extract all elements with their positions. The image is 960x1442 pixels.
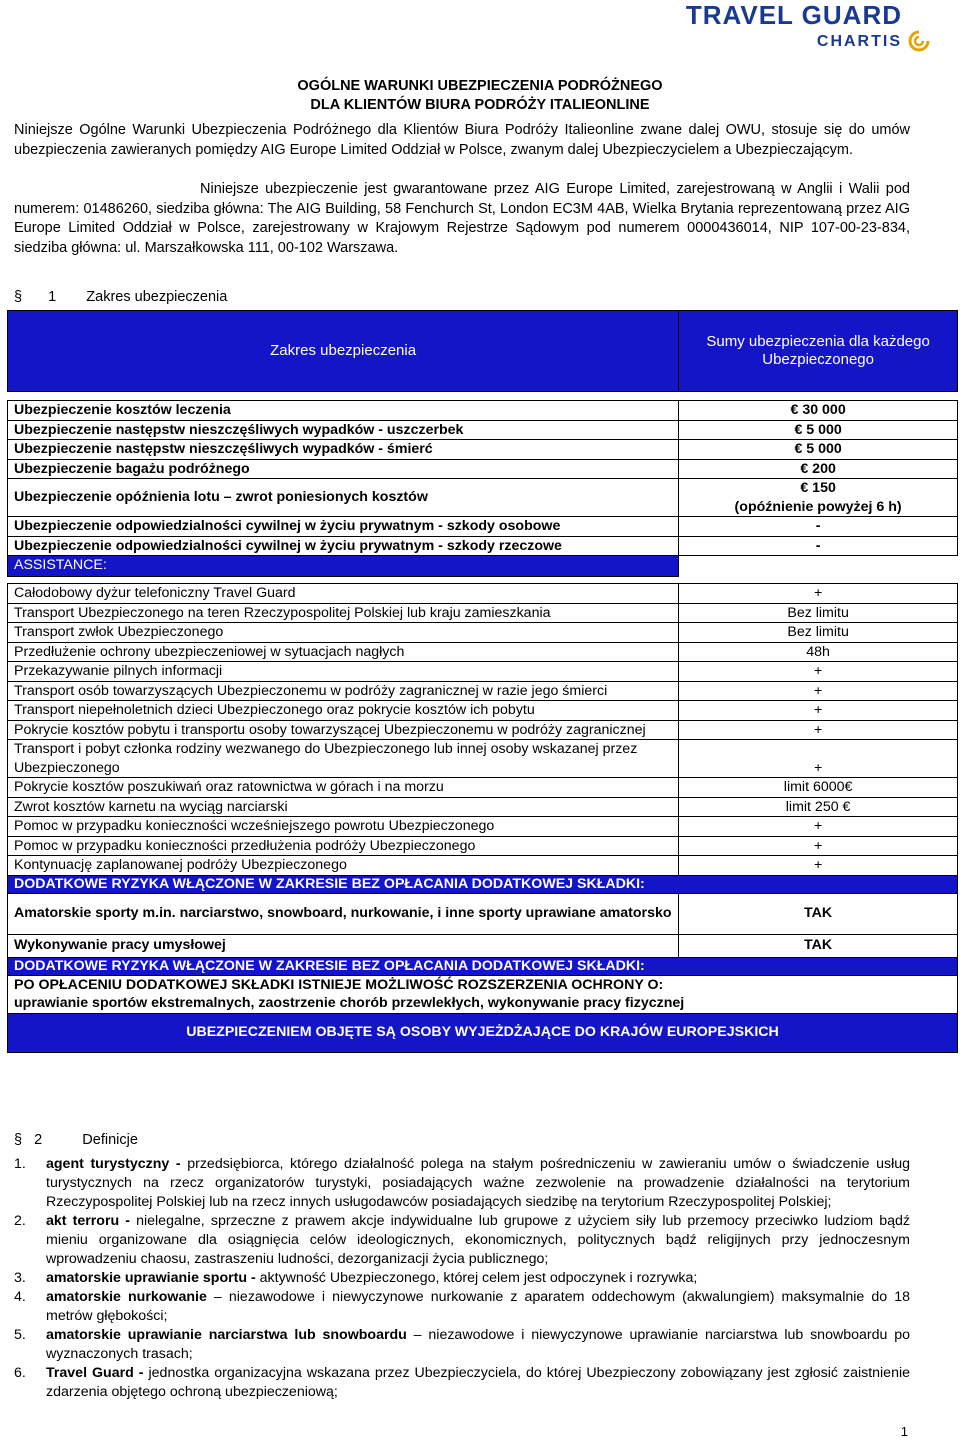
row-label: Ubezpieczenie kosztów leczenia	[8, 401, 679, 421]
section-title: Zakres ubezpieczenia	[86, 289, 228, 305]
row-value	[679, 893, 958, 934]
section-title: Definicje	[82, 1132, 138, 1148]
col-header-scope: Zakres ubezpieczenia	[8, 311, 679, 392]
table-row	[8, 603, 958, 623]
row-label: Pomoc w przypadku konieczności przedłużenia podróży Ubezpieczonego	[8, 836, 679, 856]
table-row	[8, 662, 958, 682]
row-value	[679, 740, 958, 778]
section-2-heading	[14, 1132, 138, 1148]
table-row	[8, 701, 958, 721]
row-label: Wykonywanie pracy umysłowej	[8, 934, 679, 957]
table-row	[8, 440, 958, 460]
section-1-heading	[14, 289, 227, 305]
table-row	[8, 720, 958, 740]
page-number: 1	[900, 1424, 908, 1439]
row-value-text: +	[813, 663, 823, 679]
row-value	[679, 603, 958, 623]
row-value	[679, 662, 958, 682]
definition-item	[14, 1364, 910, 1402]
row-label: Ubezpieczenie odpowiedzialności cywilnej w życiu prywatnym - szkody osobowe	[8, 517, 679, 537]
table-row	[8, 623, 958, 643]
row-value	[679, 401, 958, 421]
row-value-text: -	[815, 518, 821, 534]
row-label: Pokrycie kosztów pobytu i transportu osoby towarzyszącej Ubezpieczonemu w podróży zagranicznej	[8, 720, 679, 740]
table-row	[8, 681, 958, 701]
definition-term: Travel Guard -	[46, 1365, 144, 1381]
row-value-text: -	[815, 537, 821, 554]
row-label: Przedłużenie ochrony ubezpieczeniowej w sytuacjach nagłych	[8, 642, 679, 662]
logo-parent: CHARTIS	[816, 33, 902, 50]
row-value	[679, 517, 958, 537]
definition-number: 6.	[14, 1365, 26, 1381]
definition-term: amatorskie uprawianie narciarstwa lub snowboardu	[46, 1327, 407, 1343]
intro-paragraph-1: Niniejsze Ogólne Warunki Ubezpieczenia Podróżnego dla Klientów Biura Podróży Italieonline zwane dalej OWU, stosuje się do umów ubezpieczenia zawieranych pomiędzy AIG Europe Limited Oddział w Polsce, zwanym dalej Ubezpieczycielem a Ubezpieczającym.	[14, 122, 910, 158]
row-label: Zwrot kosztów karnetu na wyciąg narciarski	[8, 797, 679, 817]
definition-body: przedsiębiorca, którego działalność polega na stałym pośredniczeniu w zawieraniu umów o świadczenie usług turystycznych na rzecz organizatorów turystyki, posiadających ważne zezwolenie na prowadzenie działalności na terytorium Rzeczypospolitej Polskiej lub na rzecz innych usługodawców posiadających siedzibę na terytorium Rzeczypospolitej Polskiej;	[46, 1156, 910, 1210]
definitions-list	[14, 1155, 910, 1402]
row-value	[679, 778, 958, 798]
row-value-text: +	[813, 818, 823, 834]
definition-text	[46, 1269, 910, 1288]
definition-body: jednostka organizacyjna wskazana przez Ubezpieczyciela, do której Ubezpieczony zobowiązany jest zgłosić zaistnienie zdarzenia objętego ochroną ubezpieczeniową;	[46, 1365, 911, 1400]
section-symbol: §	[14, 289, 23, 305]
row-label: Transport i pobyt członka rodziny wezwanego do Ubezpieczonego lub innej osoby wskazanej przez Ubezpieczonego	[8, 740, 679, 778]
definition-text	[46, 1155, 910, 1212]
row-value	[679, 420, 958, 440]
definition-item	[14, 1155, 910, 1212]
row-value-text: +	[813, 759, 823, 776]
row-label: Kontynuację zaplanowanej podróży Ubezpieczonego	[8, 856, 679, 876]
row-value-text: € 200	[800, 460, 836, 477]
row-value	[679, 720, 958, 740]
section-number: 2	[34, 1132, 43, 1148]
row-value	[679, 856, 958, 876]
definition-item	[14, 1269, 910, 1288]
table-row	[8, 401, 958, 421]
row-label: Amatorskie sporty m.in. narciarstwo, snowboard, nurkowanie, i inne sporty uprawiane amatorsko	[8, 893, 679, 934]
row-value-text: Bez limitu	[787, 624, 849, 640]
company-logo	[686, 0, 902, 52]
definition-item	[14, 1212, 910, 1269]
coverage-banner: UBEZPIECZENIEM OBJĘTE SĄ OSOBY WYJEŻDŻAJĄCE DO KRAJÓW EUROPEJSKICH	[8, 1013, 958, 1052]
row-label: Pokrycie kosztów poszukiwań oraz ratownictwa w górach i na morzu	[8, 778, 679, 798]
row-label: Całodobowy dyżur telefoniczny Travel Guard	[8, 584, 679, 604]
row-value	[679, 701, 958, 721]
definition-body: – niezawodowe i niewyczynowe nurkowanie z aparatem oddechowym (akwalungiem) maksymalnie do 18 metrów głębokości;	[46, 1289, 910, 1324]
row-value	[679, 797, 958, 817]
document-title	[0, 77, 960, 115]
row-label: Ubezpieczenie odpowiedzialności cywilnej w życiu prywatnym - szkody rzeczowe	[8, 536, 679, 556]
row-value-text: 48h	[806, 643, 830, 660]
chartis-mark-icon	[908, 30, 930, 52]
row-label: Ubezpieczenie następstw nieszczęśliwych wypadków - śmierć	[8, 440, 679, 460]
row-value-text: € 30 000	[790, 402, 846, 418]
definition-term: amatorskie nurkowanie	[46, 1289, 207, 1305]
table-row	[8, 856, 958, 876]
table-row	[8, 479, 958, 517]
row-label: Transport Ubezpieczonego na teren Rzeczypospolitej Polskiej lub kraju zamieszkania	[8, 603, 679, 623]
row-value-text: limit 6000€	[783, 779, 853, 795]
row-value-text: limit 250 €	[785, 798, 851, 815]
extra-risks-header-2: DODATKOWE RYZYKA WŁĄCZONE W ZAKRESIE BEZ OPŁACANIA DODATKOWEJ SKŁADKI:	[8, 957, 958, 975]
row-value	[679, 642, 958, 662]
row-label: Przekazywanie pilnych informacji	[8, 662, 679, 682]
row-value-text: Bez limitu	[787, 604, 849, 621]
definition-number: 4.	[14, 1289, 26, 1305]
definition-term: amatorskie uprawianie sportu -	[46, 1270, 256, 1286]
definition-term: agent turystyczny -	[46, 1156, 181, 1172]
table-row	[8, 797, 958, 817]
row-value	[679, 934, 958, 957]
row-label: Transport zwłok Ubezpieczonego	[8, 623, 679, 643]
row-value	[679, 584, 958, 604]
table-row	[8, 642, 958, 662]
definition-text	[46, 1364, 910, 1402]
row-value	[679, 817, 958, 837]
row-value	[679, 459, 958, 479]
row-value	[679, 681, 958, 701]
definition-body: aktywność Ubezpieczonego, której celem jest odpoczynek i rozrywka;	[255, 1270, 698, 1286]
section-number: 1	[48, 289, 57, 305]
row-label: Ubezpieczenie następstw nieszczęśliwych wypadków - uszczerbek	[8, 420, 679, 440]
table-row	[8, 934, 958, 957]
row-label: Ubezpieczenie opóźnienia lotu – zwrot poniesionych kosztów	[8, 479, 679, 517]
definition-text	[46, 1288, 910, 1326]
row-value-note: (opóźnienie powyżej 6 h)	[734, 498, 902, 515]
definition-term: akt terroru -	[46, 1213, 130, 1229]
extra-risks-header-1: DODATKOWE RYZYKA WŁĄCZONE W ZAKRESIE BEZ OPŁACANIA DODATKOWEJ SKŁADKI:	[8, 875, 958, 893]
title-line-1: OGÓLNE WARUNKI UBEZPIECZENIA PODRÓŻNEGO	[297, 78, 663, 94]
table-row	[8, 893, 958, 934]
title-line-2: DLA KLIENTÓW BIURA PODRÓŻY ITALIEONLINE	[310, 97, 650, 113]
definition-body: nielegalne, sprzeczne z prawem akcje indywidualne lub grupowe z użyciem siły lub przemocy przeciwko ludziom bądź mieniu organizowane dla osiągnięcia celów ideologicznych, ekonomicznych, politycznych bądź religijnych przy jednoczesnym wprowadzeniu chaosu, zastraszeniu ludności, dezorganizacji życia publicznego;	[46, 1213, 910, 1267]
row-value-text: +	[813, 721, 823, 738]
assistance-header: ASSISTANCE:	[8, 556, 679, 577]
row-value	[679, 440, 958, 460]
table-row	[8, 817, 958, 837]
row-label: Transport niepełnoletnich dzieci Ubezpieczonego oraz pokrycie kosztów ich pobytu	[8, 701, 679, 721]
row-value-text: +	[813, 682, 823, 699]
table-row	[8, 459, 958, 479]
definition-text	[46, 1326, 910, 1364]
table-row	[8, 778, 958, 798]
row-label: Ubezpieczenie bagażu podróżnego	[8, 459, 679, 479]
row-value-text: TAK	[804, 937, 833, 954]
intro-paragraph-2: Niniejsze ubezpieczenie jest gwarantowane przez AIG Europe Limited, zarejestrowaną w Anglii i Walii pod numerem: 01486260, siedziba główna: The AIG Building, 58 Fenchurch St, London EC3M 4AB, Wielka Brytania reprezentowaną przez AIG Europe Limited Oddział w Polsce, zarejestrowany w Krajowym Rejestrze Sądowym pod numerem 0000436014, NIP 107-00-23-834, siedziba główna: ul. Marszałkowska 111, 00-102 Warszawa.	[14, 181, 910, 256]
row-value	[679, 836, 958, 856]
coverage-table	[7, 310, 958, 1053]
table-header-row	[8, 311, 958, 392]
option-line-2: uprawianie sportów ekstremalnych, zaostrzenie chorób przewlekłych, wykonywanie pracy fizycznej	[8, 994, 958, 1013]
row-value-text: € 150	[800, 480, 836, 496]
row-value-text: TAK	[804, 905, 833, 922]
row-value-text: +	[813, 837, 823, 854]
table-row	[8, 517, 958, 537]
definition-number: 2.	[14, 1213, 26, 1229]
table-row	[8, 740, 958, 778]
section-symbol: §	[14, 1132, 23, 1148]
row-value-text: € 5 000	[794, 441, 842, 457]
table-row	[8, 836, 958, 856]
row-value-text: +	[813, 585, 823, 601]
row-label: Pomoc w przypadku konieczności wcześniejszego powrotu Ubezpieczonego	[8, 817, 679, 837]
definition-text	[46, 1212, 910, 1269]
row-value	[679, 623, 958, 643]
option-line-1: PO OPŁACENIU DODATKOWEJ SKŁADKI ISTNIEJE MOŻLIWOŚĆ ROZSZERZENIA OCHRONY O:	[8, 975, 958, 994]
definition-item	[14, 1288, 910, 1326]
definition-item	[14, 1326, 910, 1364]
row-value	[679, 479, 958, 517]
definition-number: 3.	[14, 1270, 26, 1286]
row-label: Transport osób towarzyszących Ubezpieczonemu w podróży zagranicznej w razie jego śmierci	[8, 681, 679, 701]
definition-number: 1.	[14, 1156, 26, 1172]
row-value	[679, 536, 958, 556]
table-row	[8, 420, 958, 440]
logo-brand: TRAVEL GUARD	[685, 0, 902, 30]
definition-body: – niezawodowe i niewyczynowe uprawianie narciarstwa lub snowboardu po wyznaczonych trasach;	[46, 1327, 910, 1362]
row-value-text: +	[813, 702, 823, 718]
row-value-text: € 5 000	[794, 421, 842, 438]
row-value-text: +	[813, 857, 823, 873]
table-row	[8, 584, 958, 604]
col-header-sums: Sumy ubezpieczenia dla każdego Ubezpieczonego	[679, 311, 958, 392]
definition-number: 5.	[14, 1327, 26, 1343]
table-row	[8, 536, 958, 556]
